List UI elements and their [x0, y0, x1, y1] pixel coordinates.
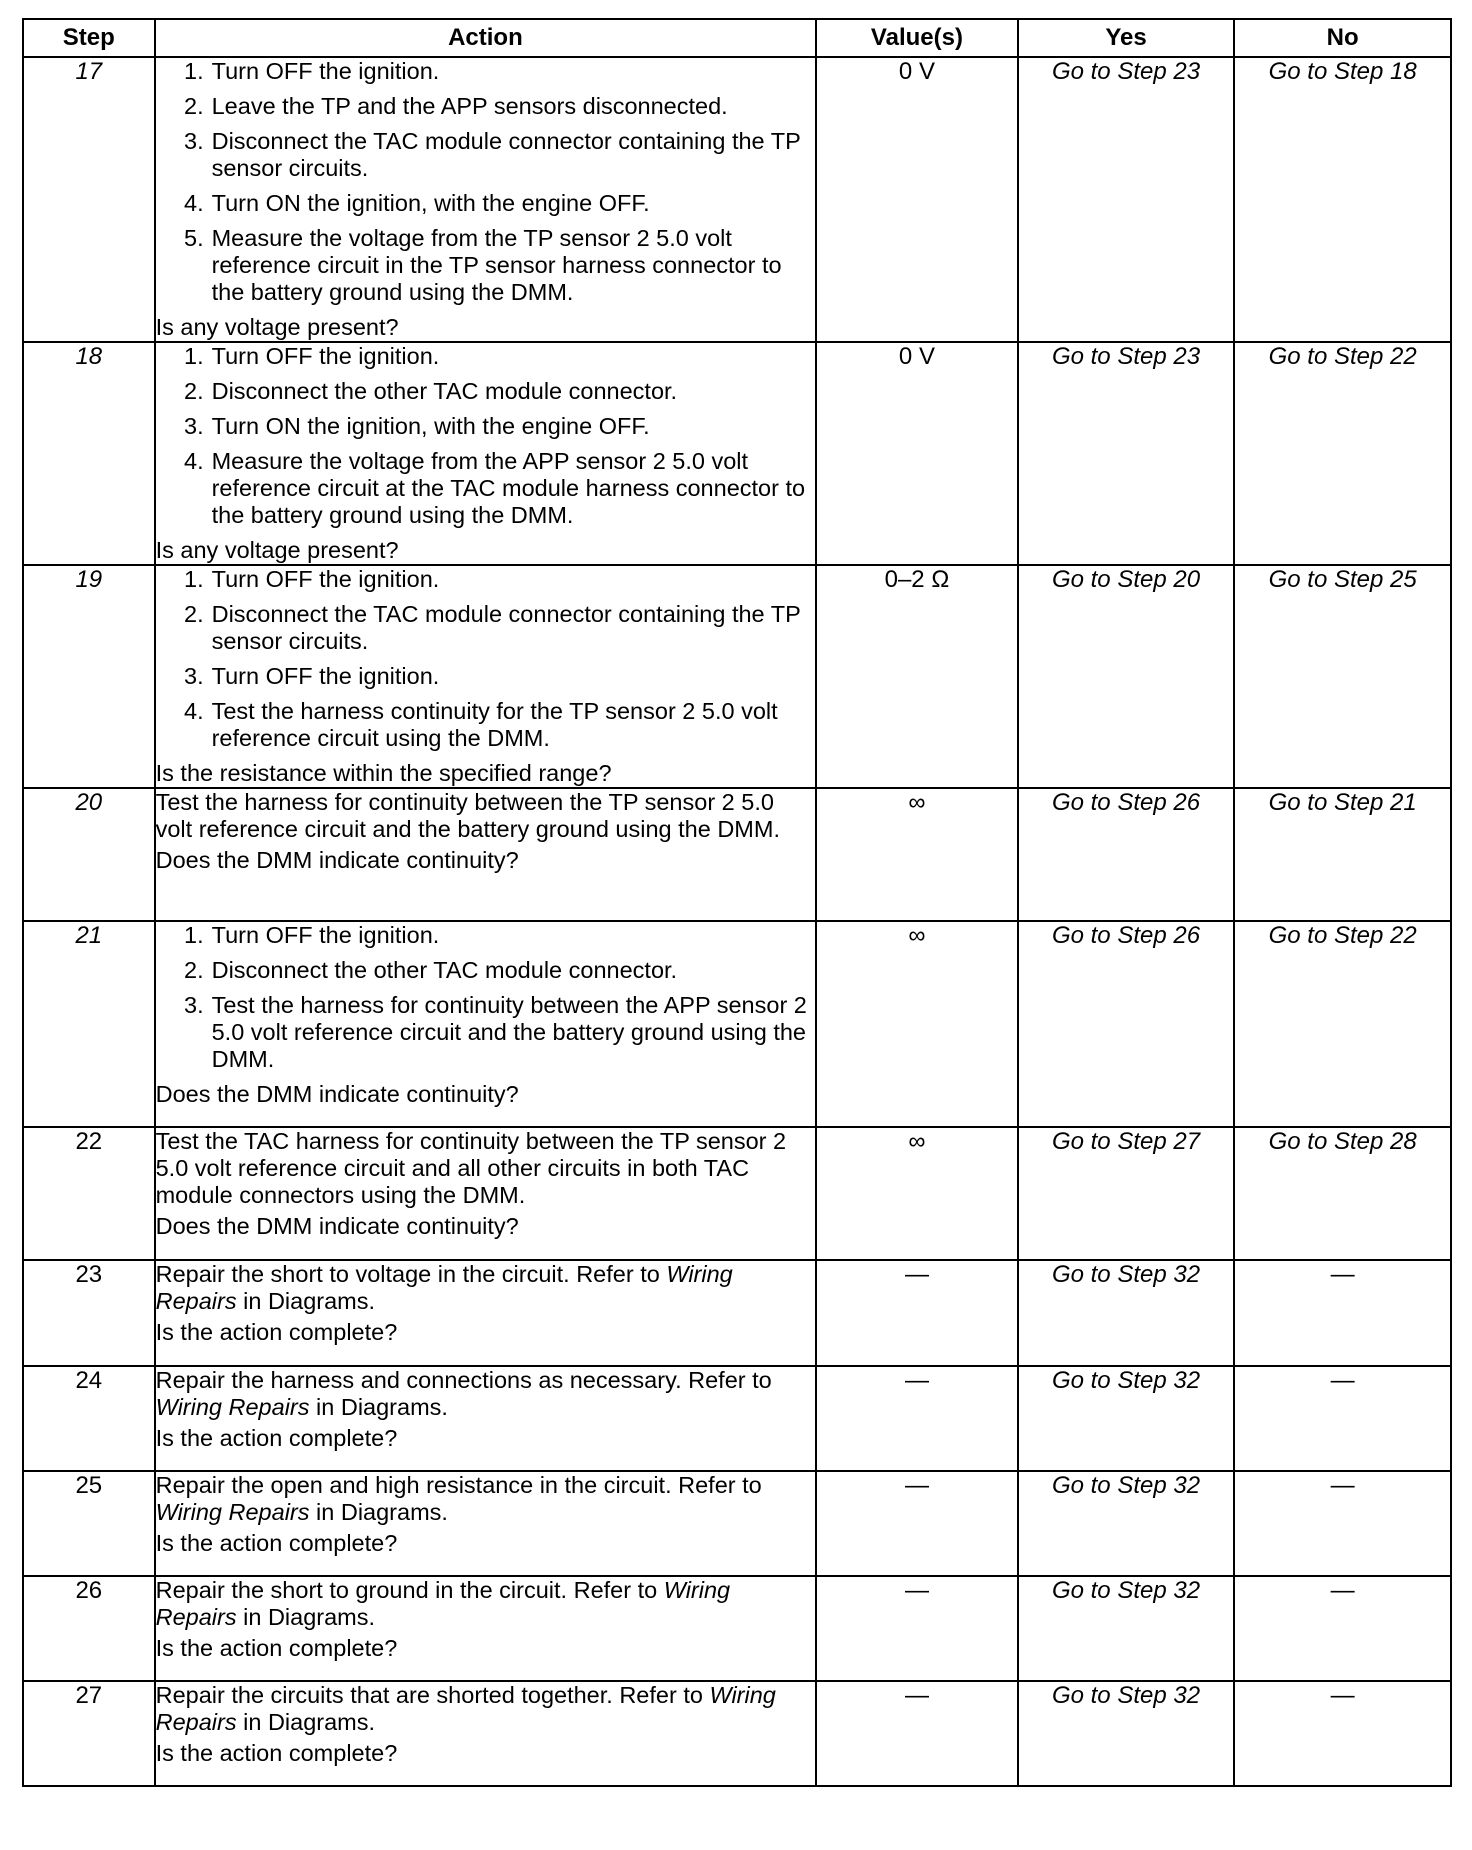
no-cell: —: [1234, 1471, 1451, 1576]
action-text: Repair the circuits that are shorted together. Refer to Wiring Repairs in Diagrams.: [155, 1682, 776, 1735]
value-cell: —: [816, 1681, 1018, 1786]
header-yes: Yes: [1018, 19, 1235, 57]
action-cell: [155, 1366, 817, 1471]
no-cell: Go to Step 18: [1234, 57, 1451, 342]
action-steps: [156, 922, 816, 1073]
action-question: Is the action complete?: [155, 1425, 398, 1451]
action-steps: [156, 566, 816, 752]
value-cell: 0 V: [816, 342, 1018, 565]
header-action: Action: [155, 19, 817, 57]
list-item: 3. Turn ON the ignition, with the engine OFF.: [184, 413, 650, 439]
no-cell: Go to Step 22: [1234, 921, 1451, 1127]
yes-cell: Go to Step 26: [1018, 788, 1235, 921]
yes-cell: Go to Step 20: [1018, 565, 1235, 788]
action-text: Test the harness for continuity between the TP sensor 2 5.0 volt reference circuit and the battery ground using the DMM.: [155, 789, 780, 842]
list-item: 2. Leave the TP and the APP sensors disconnected.: [184, 93, 728, 119]
list-item: 4. Test the harness continuity for the TP sensor 2 5.0 volt reference circuit using the DMM.: [184, 698, 778, 751]
no-cell: Go to Step 21: [1234, 788, 1451, 921]
no-cell: Go to Step 22: [1234, 342, 1451, 565]
step-number: 22: [23, 1127, 155, 1260]
yes-cell: Go to Step 32: [1018, 1576, 1235, 1681]
list-item: 4. Turn ON the ignition, with the engine OFF.: [184, 190, 650, 216]
yes-cell: Go to Step 27: [1018, 1127, 1235, 1260]
value-cell: 0–2 Ω: [816, 565, 1018, 788]
table-row: [23, 921, 1451, 1127]
wiring-repairs-reference: Wiring Repairs: [155, 1394, 310, 1420]
table-row: [23, 565, 1451, 788]
step-number: 19: [23, 565, 155, 788]
table-row: [23, 1681, 1451, 1786]
yes-cell: Go to Step 32: [1018, 1471, 1235, 1576]
step-number: 26: [23, 1576, 155, 1681]
table-header-row: [23, 19, 1451, 57]
list-item: 4. Measure the voltage from the APP sensor 2 5.0 volt reference circuit at the TAC module harness connector to the battery ground using the DMM.: [184, 448, 806, 528]
list-item: 2. Disconnect the other TAC module connector.: [184, 378, 678, 404]
value-cell: ∞: [816, 1127, 1018, 1260]
action-cell: [155, 342, 817, 565]
step-number: 27: [23, 1681, 155, 1786]
action-cell: [155, 788, 817, 921]
list-item: 3. Test the harness for continuity between the APP sensor 2 5.0 volt reference circuit and the battery ground using the DMM.: [184, 992, 807, 1072]
action-cell: [155, 565, 817, 788]
wiring-repairs-reference: Wiring Repairs: [155, 1577, 731, 1630]
action-question: Is the resistance within the specified range?: [155, 760, 612, 786]
value-cell: ∞: [816, 788, 1018, 921]
step-number: 17: [23, 57, 155, 342]
step-number: 21: [23, 921, 155, 1127]
list-item: 3. Turn OFF the ignition.: [184, 663, 440, 689]
wiring-repairs-reference: Wiring Repairs: [155, 1499, 310, 1525]
action-cell: [155, 1576, 817, 1681]
table-row: [23, 1260, 1451, 1366]
step-number: 18: [23, 342, 155, 565]
action-steps: [156, 343, 816, 529]
action-cell: [155, 57, 817, 342]
header-values: Value(s): [816, 19, 1018, 57]
no-cell: Go to Step 28: [1234, 1127, 1451, 1260]
value-cell: —: [816, 1471, 1018, 1576]
table-row: [23, 57, 1451, 342]
step-number: 23: [23, 1260, 155, 1366]
value-cell: —: [816, 1260, 1018, 1366]
table-row: [23, 342, 1451, 565]
table-row: [23, 1366, 1451, 1471]
list-item: 1. Turn OFF the ignition.: [184, 922, 440, 948]
list-item: 1. Turn OFF the ignition.: [184, 58, 440, 84]
list-item: 2. Disconnect the other TAC module connector.: [184, 957, 678, 983]
no-cell: —: [1234, 1681, 1451, 1786]
value-cell: 0 V: [816, 57, 1018, 342]
action-cell: [155, 921, 817, 1127]
list-item: 1. Turn OFF the ignition.: [184, 566, 440, 592]
action-question: Does the DMM indicate continuity?: [155, 1081, 519, 1107]
action-cell: [155, 1127, 817, 1260]
action-text: Test the TAC harness for continuity between the TP sensor 2 5.0 volt reference circuit and all other circuits in both TAC module connectors using the DMM.: [155, 1128, 787, 1208]
no-cell: —: [1234, 1260, 1451, 1366]
action-text: Repair the harness and connections as necessary. Refer to Wiring Repairs in Diagrams.: [155, 1367, 772, 1420]
yes-cell: Go to Step 32: [1018, 1681, 1235, 1786]
yes-cell: Go to Step 26: [1018, 921, 1235, 1127]
yes-cell: Go to Step 32: [1018, 1260, 1235, 1366]
action-question: Is the action complete?: [155, 1319, 398, 1345]
no-cell: —: [1234, 1576, 1451, 1681]
no-cell: Go to Step 25: [1234, 565, 1451, 788]
action-question: Is the action complete?: [155, 1635, 398, 1661]
step-number: 20: [23, 788, 155, 921]
table-row: [23, 1576, 1451, 1681]
table-row: [23, 1471, 1451, 1576]
list-item: 2. Disconnect the TAC module connector containing the TP sensor circuits.: [184, 601, 801, 654]
yes-cell: Go to Step 23: [1018, 57, 1235, 342]
table-row: [23, 788, 1451, 921]
header-step: Step: [23, 19, 155, 57]
value-cell: —: [816, 1366, 1018, 1471]
wiring-repairs-reference: Wiring Repairs: [155, 1682, 776, 1735]
wiring-repairs-reference: Wiring Repairs: [155, 1261, 733, 1314]
action-question: Does the DMM indicate continuity?: [155, 1213, 519, 1239]
action-question: Does the DMM indicate continuity?: [155, 847, 519, 873]
action-text: Repair the open and high resistance in the circuit. Refer to Wiring Repairs in Diagrams.: [155, 1472, 762, 1525]
step-number: 25: [23, 1471, 155, 1576]
no-cell: —: [1234, 1366, 1451, 1471]
action-cell: [155, 1681, 817, 1786]
action-question: Is the action complete?: [155, 1740, 398, 1766]
yes-cell: Go to Step 23: [1018, 342, 1235, 565]
action-steps: [156, 58, 816, 306]
list-item: 5. Measure the voltage from the TP sensor 2 5.0 volt reference circuit in the TP sensor harness connector to the battery ground using the DMM.: [184, 225, 782, 305]
action-question: Is any voltage present?: [155, 314, 399, 340]
diagnostic-table-page: [22, 18, 1452, 1787]
action-text: Repair the short to voltage in the circuit. Refer to Wiring Repairs in Diagrams.: [155, 1261, 733, 1314]
table-row: [23, 1127, 1451, 1260]
value-cell: ∞: [816, 921, 1018, 1127]
action-cell: [155, 1471, 817, 1576]
action-cell: [155, 1260, 817, 1366]
step-number: 24: [23, 1366, 155, 1471]
header-no: No: [1234, 19, 1451, 57]
action-question: Is the action complete?: [155, 1530, 398, 1556]
action-question: Is any voltage present?: [155, 537, 399, 563]
list-item: 3. Disconnect the TAC module connector containing the TP sensor circuits.: [184, 128, 801, 181]
diagnostic-table: [22, 18, 1452, 1787]
value-cell: —: [816, 1576, 1018, 1681]
action-text: Repair the short to ground in the circuit. Refer to Wiring Repairs in Diagrams.: [155, 1577, 731, 1630]
yes-cell: Go to Step 32: [1018, 1366, 1235, 1471]
list-item: 1. Turn OFF the ignition.: [184, 343, 440, 369]
